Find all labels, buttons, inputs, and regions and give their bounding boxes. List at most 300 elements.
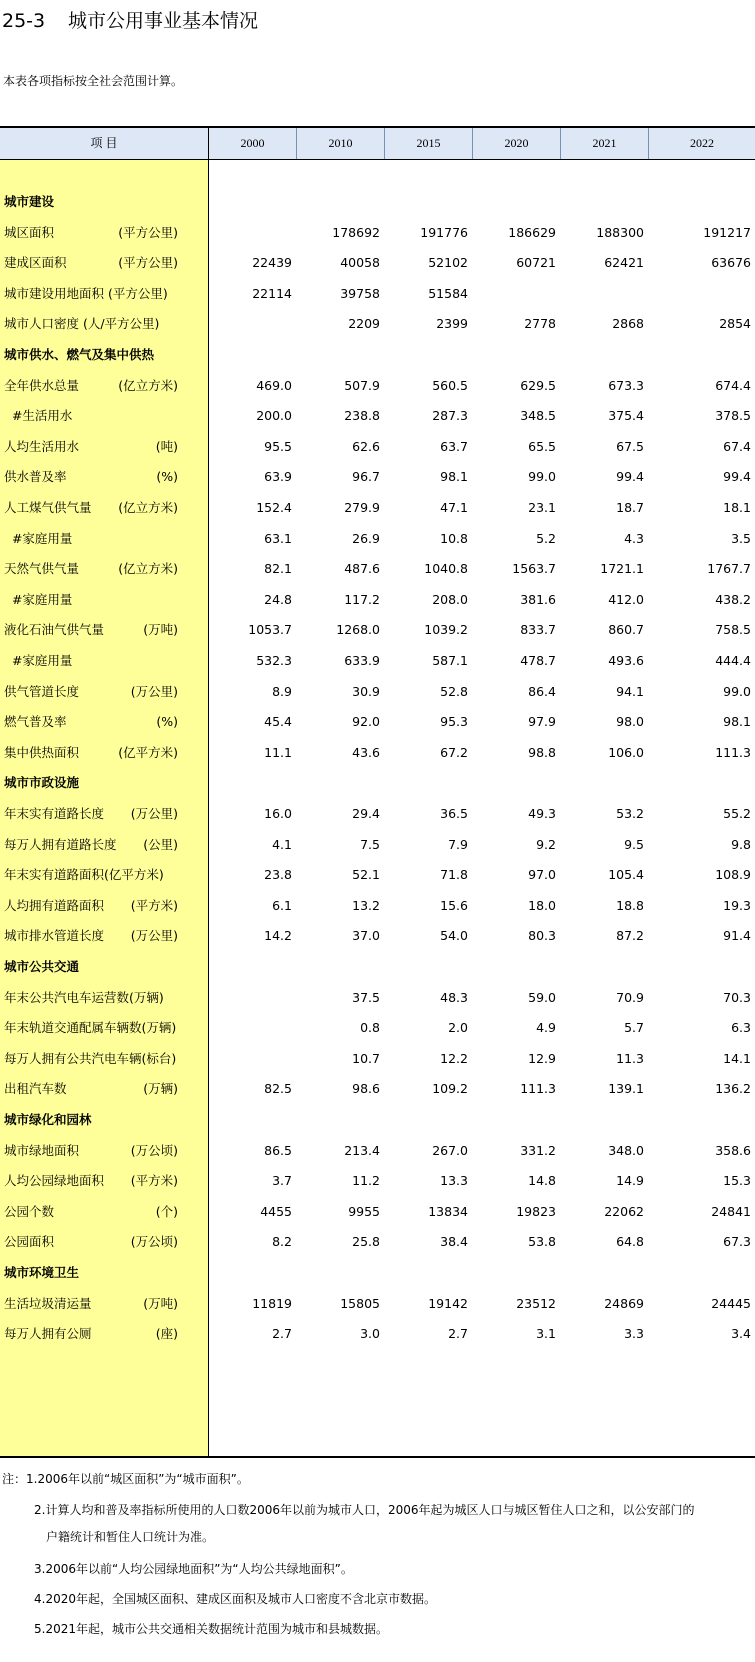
value-cell-2021: 53.2 — [616, 806, 644, 821]
value-cell-2000: 11819 — [252, 1295, 292, 1311]
value-cell-2015: 38.4 — [440, 1234, 468, 1250]
table-row — [0, 1047, 755, 1071]
indicator-name: 每万人拥有道路长度 — [4, 836, 117, 852]
row-label — [4, 1169, 206, 1193]
row-label — [4, 1261, 206, 1285]
value-cell-2015: 47.1 — [440, 500, 468, 515]
indicator-name: 城市绿地面积 — [4, 1142, 80, 1158]
value-cell-2020: 60721 — [516, 255, 556, 271]
value-cell-2022 — [671, 282, 751, 306]
value-cell-2020: 111.3 — [520, 1081, 556, 1097]
indicator-name: 液化石油气供气量 — [4, 622, 105, 638]
footnote-line: 5.2021年起，城市公共交通相关数据统计范围为城市和县城数据。 — [34, 1622, 388, 1636]
value-cell-2010: 178692 — [332, 224, 380, 240]
indicator-name: 城市建设用地面积 (平方公里) — [4, 285, 168, 301]
indicator-name: 供气管道长度 — [4, 683, 80, 699]
value-cell-2021: 493.6 — [608, 653, 644, 668]
value-cell-2021: 3.3 — [624, 1326, 644, 1342]
value-cell-2000: 2.7 — [272, 1326, 292, 1342]
table-row — [0, 588, 755, 612]
value-cell-2015: 560.5 — [432, 377, 468, 393]
row-label — [4, 802, 206, 826]
table-row — [0, 924, 755, 948]
value-cell-2021: 673.3 — [608, 377, 644, 393]
value-cell-2010: 13.2 — [352, 897, 380, 913]
indicator-name: 城市排水管道长度 — [4, 928, 105, 944]
value-cell-2000: 8.2 — [272, 1234, 292, 1250]
value-cell-2022: 2854 — [719, 316, 751, 332]
value-cell-2020: 59.0 — [528, 989, 556, 1005]
value-cell-2010: 98.6 — [352, 1081, 380, 1097]
value-cell-2000: 14.2 — [264, 928, 292, 944]
table-row — [0, 710, 755, 734]
indicator-unit: (%) — [156, 469, 178, 485]
header-year: 2010 — [328, 136, 353, 150]
indicator-unit: (平方公里) — [118, 224, 178, 240]
indicator-unit: (亿立方米) — [118, 561, 178, 577]
value-cell-2020: 99.0 — [528, 469, 556, 485]
indicator-unit: (个) — [155, 1203, 178, 1219]
indicator-name: 人均拥有道路面积 — [4, 897, 105, 913]
table-row — [0, 1016, 755, 1040]
section-row — [0, 955, 755, 979]
row-label — [4, 771, 206, 795]
indicator-name: 燃气普及率 — [4, 714, 67, 730]
value-cell-2010: 92.0 — [352, 714, 380, 730]
table-row — [0, 557, 755, 581]
value-cell-2021: 5.7 — [624, 1020, 644, 1036]
table-row — [0, 1200, 755, 1224]
row-label — [4, 1200, 206, 1224]
indicator-unit: (亿立方米) — [118, 500, 178, 515]
value-cell-2020: 53.8 — [528, 1234, 556, 1250]
row-label — [4, 710, 206, 734]
value-cell-2015: 2.0 — [448, 1020, 468, 1036]
value-cell-2021: 64.8 — [616, 1234, 644, 1250]
value-cell-2021: 18.8 — [616, 897, 644, 913]
value-cell-2021: 1721.1 — [600, 561, 644, 577]
row-label — [4, 374, 206, 398]
indicator-name: 集中供热面积 — [4, 744, 80, 760]
value-cell-2015: 13.3 — [440, 1173, 468, 1189]
value-cell-2010: 633.9 — [344, 653, 380, 668]
value-cell-2022: 15.3 — [723, 1173, 751, 1189]
indicator-name: #家庭用量 — [4, 530, 73, 546]
table-row — [0, 465, 755, 489]
value-cell-2022: 674.4 — [715, 377, 751, 393]
row-label — [4, 986, 206, 1010]
value-cell-2010: 11.2 — [352, 1173, 380, 1189]
value-cell-2020: 186629 — [508, 224, 556, 240]
value-cell-2015: 67.2 — [440, 744, 468, 760]
value-cell-2021: 67.5 — [616, 438, 644, 454]
value-cell-2015: 1039.2 — [424, 622, 468, 638]
value-cell-2010: 3.0 — [360, 1326, 380, 1342]
value-cell-2022: 358.6 — [715, 1142, 751, 1158]
value-cell-2021: 11.3 — [616, 1050, 644, 1066]
indicator-unit: (万公里) — [130, 683, 178, 699]
indicator-name: #家庭用量 — [4, 653, 73, 668]
value-cell-2010: 0.8 — [360, 1020, 380, 1036]
value-cell-2021: 105.4 — [608, 867, 644, 883]
table-row — [0, 741, 755, 765]
indicator-name: 建成区面积 — [4, 255, 67, 271]
value-cell-2000: 200.0 — [256, 408, 292, 424]
value-cell-2022: 108.9 — [715, 867, 751, 883]
row-label — [4, 680, 206, 704]
value-cell-2015: 63.7 — [440, 438, 468, 454]
value-cell-2020: 97.0 — [528, 867, 556, 883]
value-cell-2020: 65.5 — [528, 438, 556, 454]
value-cell-2015: 2399 — [436, 316, 468, 332]
value-cell-2000: 532.3 — [256, 653, 292, 668]
row-label — [4, 1077, 206, 1101]
indicator-name: 供水普及率 — [4, 469, 67, 485]
value-cell-2000: 95.5 — [264, 438, 292, 454]
table-row — [0, 649, 755, 673]
indicator-name: 人工煤气供气量 — [4, 500, 92, 515]
value-cell-2020 — [476, 282, 556, 306]
value-cell-2015: 191776 — [420, 224, 468, 240]
indicator-name: 城市人口密度 (人/平方公里) — [4, 316, 160, 332]
indicator-unit: (平方米) — [130, 897, 178, 913]
header-item: 项 目 — [90, 136, 118, 150]
header-year: 2022 — [690, 136, 714, 150]
row-label — [4, 649, 206, 673]
value-cell-2015: 208.0 — [432, 591, 468, 607]
row-label — [4, 343, 206, 367]
value-cell-2010: 25.8 — [352, 1234, 380, 1250]
value-cell-2022: 3.4 — [731, 1326, 751, 1342]
value-cell-2020: 14.8 — [528, 1173, 556, 1189]
section-row — [0, 771, 755, 795]
indicator-unit: (公里) — [143, 836, 178, 852]
value-cell-2021 — [564, 282, 644, 306]
value-cell-2021: 99.4 — [616, 469, 644, 485]
indicator-name: 天然气供气量 — [4, 561, 80, 577]
section-row — [0, 190, 755, 214]
row-label — [4, 924, 206, 948]
value-cell-2000 — [212, 312, 292, 336]
value-cell-2000: 23.8 — [264, 867, 292, 883]
indicator-name: 年末公共汽电车运营数(万辆) — [4, 989, 164, 1005]
footnote-line: 户籍统计和暂住人口统计为准。 — [46, 1530, 215, 1544]
value-cell-2022: 9.8 — [731, 836, 751, 852]
indicator-name: #生活用水 — [4, 408, 73, 424]
row-label — [4, 863, 206, 887]
indicator-unit: (万公顷) — [130, 1234, 178, 1250]
value-cell-2020: 2778 — [524, 316, 556, 332]
value-cell-2010: 26.9 — [352, 530, 380, 546]
row-label — [4, 527, 206, 551]
value-cell-2000: 4.1 — [272, 836, 292, 852]
footnote-line: 4.2020年起，全国城区面积、建成区面积及城市人口密度不含北京市数据。 — [34, 1592, 436, 1606]
value-cell-2022: 63676 — [711, 255, 751, 271]
indicator-unit: (万公里) — [130, 806, 178, 821]
value-cell-2015: 15.6 — [440, 897, 468, 913]
value-cell-2020: 80.3 — [528, 928, 556, 944]
value-cell-2020: 86.4 — [528, 683, 556, 699]
value-cell-2010: 117.2 — [344, 591, 380, 607]
value-cell-2010: 213.4 — [344, 1142, 380, 1158]
row-label — [4, 1230, 206, 1254]
table-row — [0, 1169, 755, 1193]
value-cell-2022: 67.4 — [723, 438, 751, 454]
row-label — [4, 1016, 206, 1040]
header-year: 2000 — [240, 136, 265, 150]
value-cell-2000: 469.0 — [256, 377, 292, 393]
value-cell-2021: 860.7 — [608, 622, 644, 638]
value-cell-2022: 99.4 — [723, 469, 751, 485]
indicator-unit: (万公顷) — [130, 1142, 178, 1158]
value-cell-2000: 8.9 — [272, 683, 292, 699]
indicator-unit: (万吨) — [143, 1295, 178, 1311]
value-cell-2010: 52.1 — [352, 867, 380, 883]
value-cell-2022: 67.3 — [723, 1234, 751, 1250]
value-cell-2021: 348.0 — [608, 1142, 644, 1158]
value-cell-2010: 96.7 — [352, 469, 380, 485]
section-title: 城市绿化和园林 — [4, 1112, 92, 1127]
row-label — [4, 1139, 206, 1163]
value-cell-2021: 412.0 — [608, 591, 644, 607]
indicator-unit: (万吨) — [143, 622, 178, 638]
value-cell-2020: 4.9 — [536, 1020, 556, 1036]
table-row — [0, 986, 755, 1010]
table-row — [0, 221, 755, 245]
value-cell-2020: 18.0 — [528, 897, 556, 913]
value-cell-2020: 381.6 — [520, 591, 556, 607]
value-cell-2022: 136.2 — [715, 1081, 751, 1097]
value-cell-2021: 375.4 — [608, 408, 644, 424]
section-title: 城市建设 — [4, 194, 55, 209]
value-cell-2015: 2.7 — [448, 1326, 468, 1342]
row-label — [4, 557, 206, 581]
value-cell-2015: 54.0 — [440, 928, 468, 944]
value-cell-2000: 86.5 — [264, 1142, 292, 1158]
value-cell-2010: 37.0 — [352, 928, 380, 944]
row-label — [4, 588, 206, 612]
indicator-name: 公园个数 — [4, 1203, 55, 1219]
value-cell-2021: 24869 — [604, 1295, 644, 1311]
value-cell-2010: 43.6 — [352, 744, 380, 760]
value-cell-2015: 71.8 — [440, 867, 468, 883]
value-cell-2020: 49.3 — [528, 806, 556, 821]
value-cell-2010: 507.9 — [344, 377, 380, 393]
value-cell-2022: 19.3 — [723, 897, 751, 913]
value-cell-2021: 94.1 — [616, 683, 644, 699]
table-row — [0, 1292, 755, 1316]
section-title: 城市供水、燃气及集中供热 — [4, 347, 155, 362]
indicator-name: 年末实有道路面积(亿平方米) — [4, 867, 164, 883]
header-year: 2015 — [416, 136, 441, 150]
value-cell-2015: 10.8 — [440, 530, 468, 546]
indicator-name: 人均公园绿地面积 — [4, 1173, 105, 1189]
value-cell-2015: 287.3 — [432, 408, 468, 424]
table-row — [0, 894, 755, 918]
table-row — [0, 1322, 755, 1346]
indicator-unit: (万辆) — [143, 1081, 178, 1097]
row-label — [4, 496, 206, 520]
value-cell-2010: 29.4 — [352, 806, 380, 821]
table-row — [0, 680, 755, 704]
table-number: 25-3 — [2, 10, 46, 32]
section-row — [0, 1108, 755, 1132]
value-cell-2021: 14.9 — [616, 1173, 644, 1189]
value-cell-2020: 23.1 — [528, 500, 556, 515]
value-cell-2022: 3.5 — [731, 530, 751, 546]
row-label — [4, 282, 206, 306]
value-cell-2020: 9.2 — [536, 836, 556, 852]
table-bottom-rule — [0, 1456, 755, 1458]
value-cell-2000 — [212, 986, 292, 1010]
row-label — [4, 465, 206, 489]
value-cell-2010: 10.7 — [352, 1050, 380, 1066]
table-row — [0, 1077, 755, 1101]
value-cell-2000: 45.4 — [264, 714, 292, 730]
value-cell-2021: 139.1 — [608, 1081, 644, 1097]
value-cell-2000: 16.0 — [264, 806, 292, 821]
indicator-unit: (平方米) — [130, 1173, 178, 1189]
table-row — [0, 404, 755, 428]
value-cell-2022: 98.1 — [723, 714, 751, 730]
footnote-line: 3.2006年以前“人均公园绿地面积”为“人均公共绿地面积”。 — [34, 1562, 353, 1576]
value-cell-2022: 444.4 — [715, 653, 751, 668]
indicator-name: 每万人拥有公共汽电车辆(标台) — [4, 1050, 177, 1066]
value-cell-2010: 39758 — [340, 285, 380, 301]
indicator-name: 年末实有道路长度 — [4, 806, 105, 821]
section-title: 城市公共交通 — [4, 959, 80, 974]
value-cell-2000: 152.4 — [256, 500, 292, 515]
value-cell-2021: 18.7 — [616, 500, 644, 515]
value-cell-2000: 6.1 — [272, 897, 292, 913]
table-row — [0, 496, 755, 520]
row-label — [4, 833, 206, 857]
value-cell-2010: 2209 — [348, 316, 380, 332]
value-cell-2022: 18.1 — [723, 500, 751, 515]
table-row — [0, 1139, 755, 1163]
value-cell-2022: 111.3 — [715, 744, 751, 760]
value-cell-2020: 98.8 — [528, 744, 556, 760]
value-cell-2000: 24.8 — [264, 591, 292, 607]
value-cell-2022: 191217 — [703, 224, 751, 240]
value-cell-2010: 30.9 — [352, 683, 380, 699]
indicator-name: 城区面积 — [4, 224, 55, 240]
value-cell-2021: 98.0 — [616, 714, 644, 730]
value-cell-2000: 3.7 — [272, 1173, 292, 1189]
value-cell-2022: 6.3 — [731, 1020, 751, 1036]
value-cell-2010: 7.5 — [360, 836, 380, 852]
value-cell-2020: 12.9 — [528, 1050, 556, 1066]
value-cell-2000: 82.5 — [264, 1081, 292, 1097]
value-cell-2015: 267.0 — [432, 1142, 468, 1158]
header-year: 2021 — [592, 136, 617, 150]
value-cell-2021: 106.0 — [608, 744, 644, 760]
value-cell-2021: 22062 — [604, 1203, 644, 1219]
value-cell-2015: 52102 — [428, 255, 468, 271]
row-label — [4, 251, 206, 275]
section-row — [0, 343, 755, 367]
value-cell-2015: 12.2 — [440, 1050, 468, 1066]
indicator-name: 出租汽车数 — [4, 1081, 67, 1097]
intro-note: 本表各项指标按全社会范围计算。 — [3, 74, 184, 88]
value-cell-2000: 4455 — [260, 1203, 292, 1219]
row-label — [4, 221, 206, 245]
indicator-unit: (吨) — [155, 438, 178, 454]
data-table — [0, 126, 755, 1457]
value-cell-2010: 40058 — [340, 255, 380, 271]
value-cell-2021: 70.9 — [616, 989, 644, 1005]
indicator-unit: (亿平方米) — [118, 744, 178, 760]
indicator-name: 每万人拥有公厕 — [4, 1326, 92, 1342]
value-cell-2015: 1040.8 — [424, 561, 468, 577]
table-row — [0, 833, 755, 857]
value-cell-2010: 9955 — [348, 1203, 380, 1219]
value-cell-2010: 1268.0 — [336, 622, 380, 638]
table-row — [0, 863, 755, 887]
value-cell-2010: 15805 — [340, 1295, 380, 1311]
row-label — [4, 955, 206, 979]
value-cell-2000: 22439 — [252, 255, 292, 271]
table-row — [0, 802, 755, 826]
value-cell-2020: 3.1 — [536, 1326, 556, 1342]
value-cell-2022: 14.1 — [723, 1050, 751, 1066]
value-cell-2020: 23512 — [516, 1295, 556, 1311]
value-cell-2022: 91.4 — [723, 928, 751, 944]
indicator-unit: (%) — [156, 714, 178, 730]
row-label — [4, 741, 206, 765]
value-cell-2021: 9.5 — [624, 836, 644, 852]
value-cell-2000 — [212, 1016, 292, 1040]
value-cell-2022: 438.2 — [715, 591, 751, 607]
value-cell-2022: 758.5 — [715, 622, 751, 638]
value-cell-2015: 95.3 — [440, 714, 468, 730]
value-cell-2000: 22114 — [252, 285, 292, 301]
footnote-line: 2.计算人均和普及率指标所使用的人口数2006年以前为城市人口，2006年起为城区人口与城区暂住人口之和，以公安部门的 — [34, 1503, 695, 1517]
value-cell-2020: 478.7 — [520, 653, 556, 668]
value-cell-2015: 52.8 — [440, 683, 468, 699]
row-label — [4, 1322, 206, 1346]
value-cell-2021: 87.2 — [616, 928, 644, 944]
table-row — [0, 312, 755, 336]
value-cell-2000: 63.9 — [264, 469, 292, 485]
section-title: 城市市政设施 — [4, 775, 80, 791]
value-cell-2020: 1563.7 — [512, 561, 556, 577]
value-cell-2015: 13834 — [428, 1203, 468, 1219]
value-cell-2020: 5.2 — [536, 530, 556, 546]
value-cell-2000: 82.1 — [264, 561, 292, 577]
table-row — [0, 282, 755, 306]
indicator-unit: (平方公里) — [118, 255, 178, 271]
row-label — [4, 618, 206, 642]
value-cell-2015: 48.3 — [440, 989, 468, 1005]
value-cell-2022: 1767.7 — [707, 561, 751, 577]
value-cell-2010: 62.6 — [352, 438, 380, 454]
indicator-name: 全年供水总量 — [4, 377, 80, 393]
value-cell-2022: 99.0 — [723, 683, 751, 699]
value-cell-2010: 487.6 — [344, 561, 380, 577]
indicator-name: 人均生活用水 — [4, 438, 80, 454]
section-row — [0, 1261, 755, 1285]
value-cell-2022: 24841 — [711, 1203, 751, 1219]
table-row — [0, 374, 755, 398]
table-title: 城市公用事业基本情况 — [68, 10, 259, 32]
table-row — [0, 618, 755, 642]
value-cell-2021: 4.3 — [624, 530, 644, 546]
value-cell-2022: 378.5 — [715, 408, 751, 424]
row-label — [4, 1108, 206, 1132]
value-cell-2020: 331.2 — [520, 1142, 556, 1158]
table-row — [0, 1230, 755, 1254]
